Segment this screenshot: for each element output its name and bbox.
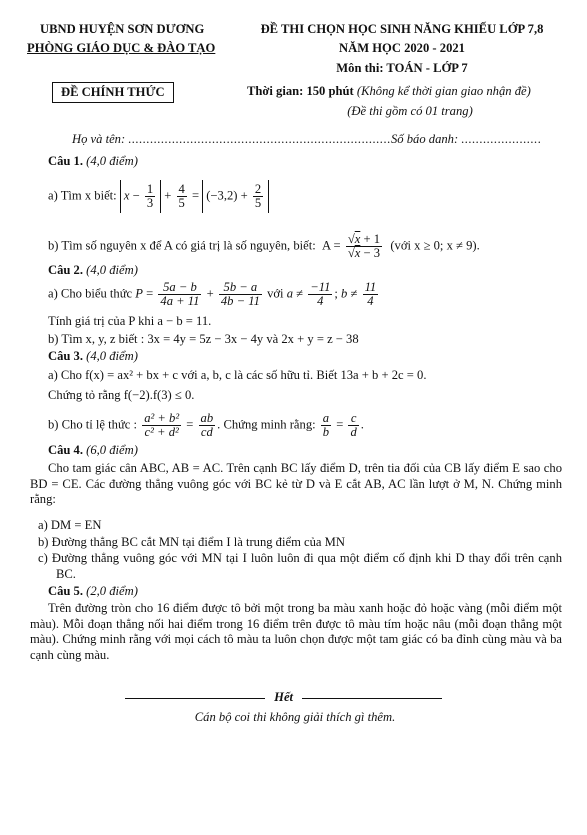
q2-a-with: với bbox=[267, 286, 284, 301]
frac-c-d: $\frac{c}{d}$ bbox=[350, 411, 357, 440]
frac-ratio-right: $\frac{ab}{cd}$ bbox=[200, 411, 214, 440]
frac-ratio-left: $\frac{\text{a² + b²}}{\text{c² + d²}}$ bbox=[144, 411, 180, 440]
time-note: (Không kể thời gian giao nhận đề) bbox=[356, 84, 531, 98]
q4-a: a) DM = EN bbox=[38, 518, 102, 532]
q2-heading bbox=[48, 263, 138, 278]
q5-text: Trên đường tròn cho 16 điểm được tô bởi một trong ba màu xanh hoặc đỏ hoặc vàng (mỗi điểm một màu). Mỗi đoạn thẳng nối hai điểm trong 16 điểm trên được tô màu tím hoặc nâu (mỗi đoạn thẳng một màu). Chứng minh rằng với mọi cách tô màu ta luôn chọn được một tam giác có ba đỉnh cùng màu và ba cạnh cùng màu. bbox=[30, 601, 562, 662]
q3-a: a) Cho f(x) = ax² + bx + c với a, b, c là các số hữu tỉ. Biết 13a + b + 2c = 0. bbox=[48, 368, 427, 382]
time-line bbox=[247, 84, 531, 99]
sbd-label: Số báo danh: bbox=[391, 132, 459, 146]
end-rule-left bbox=[125, 698, 265, 699]
q4-title: Câu 4. bbox=[48, 443, 83, 457]
q2-b: b) Tìm x, y, z biết : 3x = 4y = 5z − 3x − 4y và 2x + y = z − 38 bbox=[48, 332, 359, 346]
end-text: Hết bbox=[274, 690, 294, 704]
frac-1-3: $\frac{1}{3}$ bbox=[146, 182, 154, 211]
q1-heading bbox=[48, 154, 138, 169]
org-line2 bbox=[27, 41, 215, 56]
school-year: NĂM HỌC 2020 - 2021 bbox=[339, 41, 465, 55]
q2-a: a) Cho biểu thức P = $\frac{5a - b}{4a + 11}$ + $\frac{5b - a}{4b - 11}$ với a ≠ $\frac{-11}{4}$ ; b ≠ $\frac{11}{4}$ bbox=[48, 280, 377, 309]
frac-P1: $\frac{5a - b}{4a + 11}$ bbox=[160, 280, 200, 309]
q4-intro: Cho tam giác cân ABC, AB = AC. Trên cạnh BC lấy điểm D, trên tia đối của CB lấy điểm E sao cho BD = CE. Các đường thẳng vuông góc với BC kẻ từ D và E cắt AB, AC lần lượt ở M, N. Chứng minh rằng: bbox=[30, 461, 562, 506]
q1-b-cond: (với x ≥ 0; x ≠ 9). bbox=[390, 238, 480, 253]
q2-points: (4,0 điểm) bbox=[86, 263, 138, 277]
q4-c: c) Đường thẳng vuông góc với MN tại I luôn luôn đi qua một điểm cố định khi D thay đổi trên cạnh BC. bbox=[38, 551, 562, 581]
frac-a-b: $\frac{a}{b}$ bbox=[322, 411, 330, 440]
q2-a-line2: Tính giá trị của P khi a − b = 11. bbox=[48, 314, 212, 328]
end-line bbox=[125, 690, 455, 705]
time-duration: Thời gian: 150 phút bbox=[247, 84, 354, 98]
q3-points: (4,0 điểm) bbox=[86, 349, 138, 363]
end-rule-right bbox=[302, 698, 442, 699]
frac-cond-a: $\frac{-11}{4}$ bbox=[310, 280, 331, 309]
name-label: Họ và tên: bbox=[72, 132, 126, 146]
subject: Môn thi: TOÁN - LỚP 7 bbox=[336, 61, 468, 75]
q1-a-prefix: a) Tìm x biết: bbox=[48, 188, 117, 203]
pages-note: (Đề thi gồm có 01 trang) bbox=[347, 104, 473, 118]
candidate-line bbox=[72, 132, 542, 147]
q1-points: (4,0 điểm) bbox=[86, 154, 138, 168]
exam-title: ĐỀ THI CHỌN HỌC SINH NĂNG KHIẾU LỚP 7,8 bbox=[260, 22, 544, 36]
q3-title: Câu 3. bbox=[48, 349, 83, 363]
frac-A: $\frac{√x + 1}{√x - 3}$ bbox=[347, 232, 381, 261]
q1-b-text: b) Tìm số nguyên x để A có giá trị là số nguyên, biết: bbox=[48, 238, 316, 253]
q3-a-line2: Chứng tỏ rằng f(−2).f(3) ≤ 0. bbox=[48, 388, 195, 402]
q1-a: a) Tìm x biết: x − $\frac{1}{3}$ + $\frac{4}{5}$ = (−3,2) + $\frac{2}{5}$ bbox=[48, 180, 269, 213]
sbd-dots: ...................... bbox=[461, 132, 542, 146]
q1-title: Câu 1. bbox=[48, 154, 83, 168]
official-badge: ĐỀ CHÍNH THỨC bbox=[52, 82, 174, 103]
invigilator-note: Cán bộ coi thi không giải thích gì thêm. bbox=[194, 710, 396, 724]
q3-b-mid: . Chứng minh rằng: bbox=[217, 417, 316, 432]
q3-b-prefix: b) Cho tỉ lệ thức : bbox=[48, 417, 138, 432]
q2-title: Câu 2. bbox=[48, 263, 83, 277]
q5-points: (2,0 điểm) bbox=[86, 584, 138, 598]
org-line2-text: PHÒNG GIÁO DỤC & ĐÀO TẠO bbox=[27, 41, 216, 55]
q4-heading bbox=[48, 443, 138, 458]
q1-a-abs-right: (−3,2) + $\frac{2}{5}$ bbox=[202, 180, 269, 213]
frac-4-5: $\frac{4}{5}$ bbox=[178, 182, 185, 211]
frac-2-5: $\frac{2}{5}$ bbox=[254, 182, 262, 211]
q3-b: b) Cho tỉ lệ thức : $\frac{\text{a² + b²}}{\text{c² + d²}}$ = $\frac{ab}{cd}$ . Chứng minh rằng: $\frac{a}{b}$ = $\frac{c}{d}$ . bbox=[48, 411, 364, 440]
q1-b: b) Tìm số nguyên x để A có giá trị là số nguyên, biết: A = $\frac{√x + 1}{√x - 3}$ (với x ≥ 0; x ≠ 9). bbox=[48, 232, 480, 261]
q1-a-abs-left: x − $\frac{1}{3}$ bbox=[120, 180, 161, 213]
org-line1: UBND HUYỆN SƠN DƯƠNG bbox=[40, 22, 205, 36]
q3-heading bbox=[48, 349, 138, 364]
q4-b: b) Đường thẳng BC cắt MN tại điểm I là trung điểm của MN bbox=[38, 535, 345, 549]
name-dots: ........................................................................ bbox=[128, 132, 391, 146]
q5-title: Câu 5. bbox=[48, 584, 83, 598]
q5-heading bbox=[48, 584, 138, 599]
frac-cond-b: $\frac{11}{4}$ bbox=[364, 280, 377, 309]
q2-a-prefix: a) Cho biểu thức bbox=[48, 286, 133, 301]
q4-points: (6,0 điểm) bbox=[86, 443, 138, 457]
frac-P2: $\frac{5b - a}{4b - 11}$ bbox=[220, 280, 260, 309]
